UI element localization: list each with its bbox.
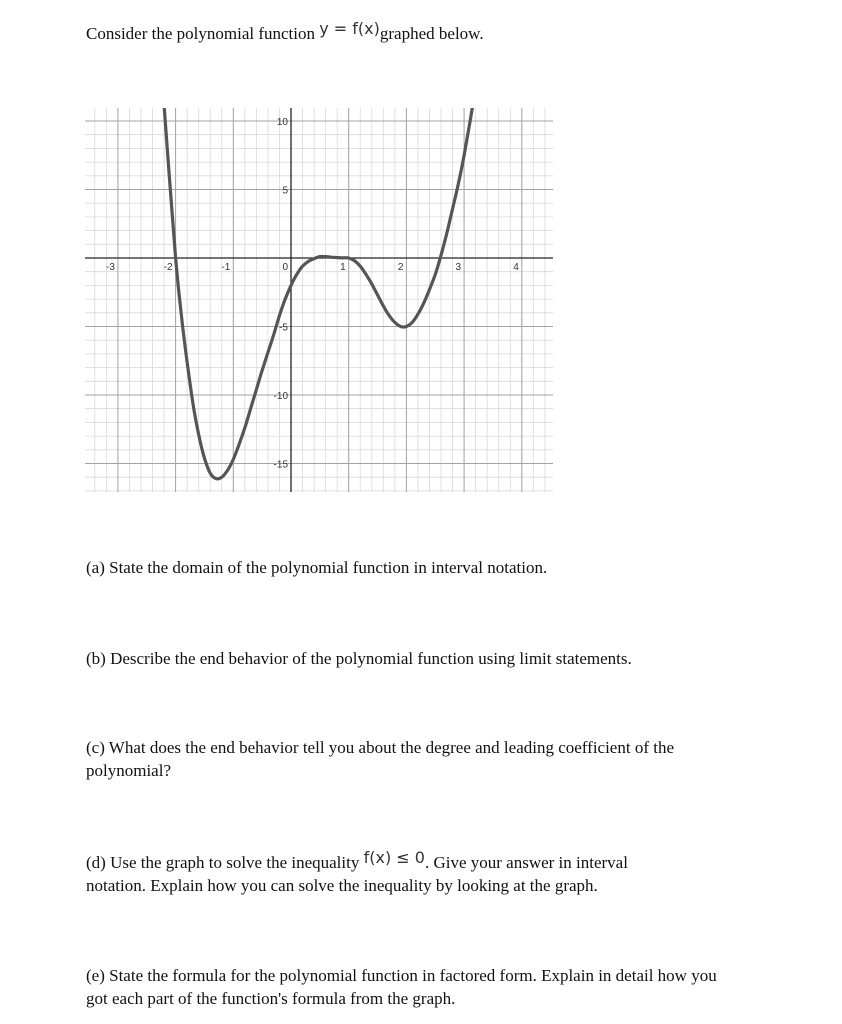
- y-tick-label: -5: [279, 322, 288, 334]
- x-tick-label: 3: [455, 262, 462, 273]
- y-tick-label: -15: [273, 459, 288, 471]
- curve-layer: [164, 108, 481, 479]
- axes: [85, 108, 553, 492]
- intro-equation: y = f(x): [319, 19, 380, 38]
- question-e: [86, 964, 717, 1010]
- major-grid: [85, 108, 553, 492]
- intro-text: [86, 19, 484, 45]
- x-tick-label: -3: [105, 262, 115, 273]
- x-tick-label: 0: [282, 262, 288, 273]
- question-d-text-after: . Give your answer in interval: [424, 853, 628, 872]
- x-tick-label: 2: [397, 262, 404, 273]
- question-c: [86, 736, 674, 782]
- minor-grid: [85, 108, 553, 492]
- y-tick-label: 10: [276, 117, 288, 128]
- question-b: (b) Describe the end behavior of the polynomial function using limit statements.: [86, 649, 632, 668]
- intro-after: graphed below.: [379, 24, 484, 43]
- question-c-line-1: (c) What does the end behavior tell you about the degree and leading coefficient of the: [86, 738, 675, 757]
- inequality-expression: f(x) ≤ 0: [363, 848, 425, 867]
- x-tick-label: 4: [513, 262, 519, 273]
- x-tick-label: -1: [221, 262, 231, 273]
- f-of-x-curve: [164, 108, 481, 479]
- intro-before: Consider the polynomial function: [86, 24, 320, 43]
- y-tick-label: -10: [273, 391, 288, 402]
- question-d-line-1: [86, 848, 628, 874]
- y-tick-label: 5: [282, 185, 288, 197]
- question-d-line-2: notation. Explain how you can solve the inequality by looking at the graph.: [86, 876, 598, 895]
- question-d: [86, 848, 628, 897]
- question-d-text: (d) Use the graph to solve the inequality: [86, 853, 364, 872]
- question-e-line-2: got each part of the function's formula from the graph.: [86, 989, 456, 1008]
- x-tick-label: -2: [163, 262, 173, 273]
- x-tick-label: 1: [340, 262, 346, 273]
- question-a: (a) State the domain of the polynomial function in interval notation.: [86, 558, 548, 577]
- question-e-line-1: (e) State the formula for the polynomial function in factored form. Explain in detail how you: [86, 966, 717, 985]
- question-c-line-2: polynomial?: [86, 761, 171, 780]
- polynomial-graph: [85, 108, 553, 492]
